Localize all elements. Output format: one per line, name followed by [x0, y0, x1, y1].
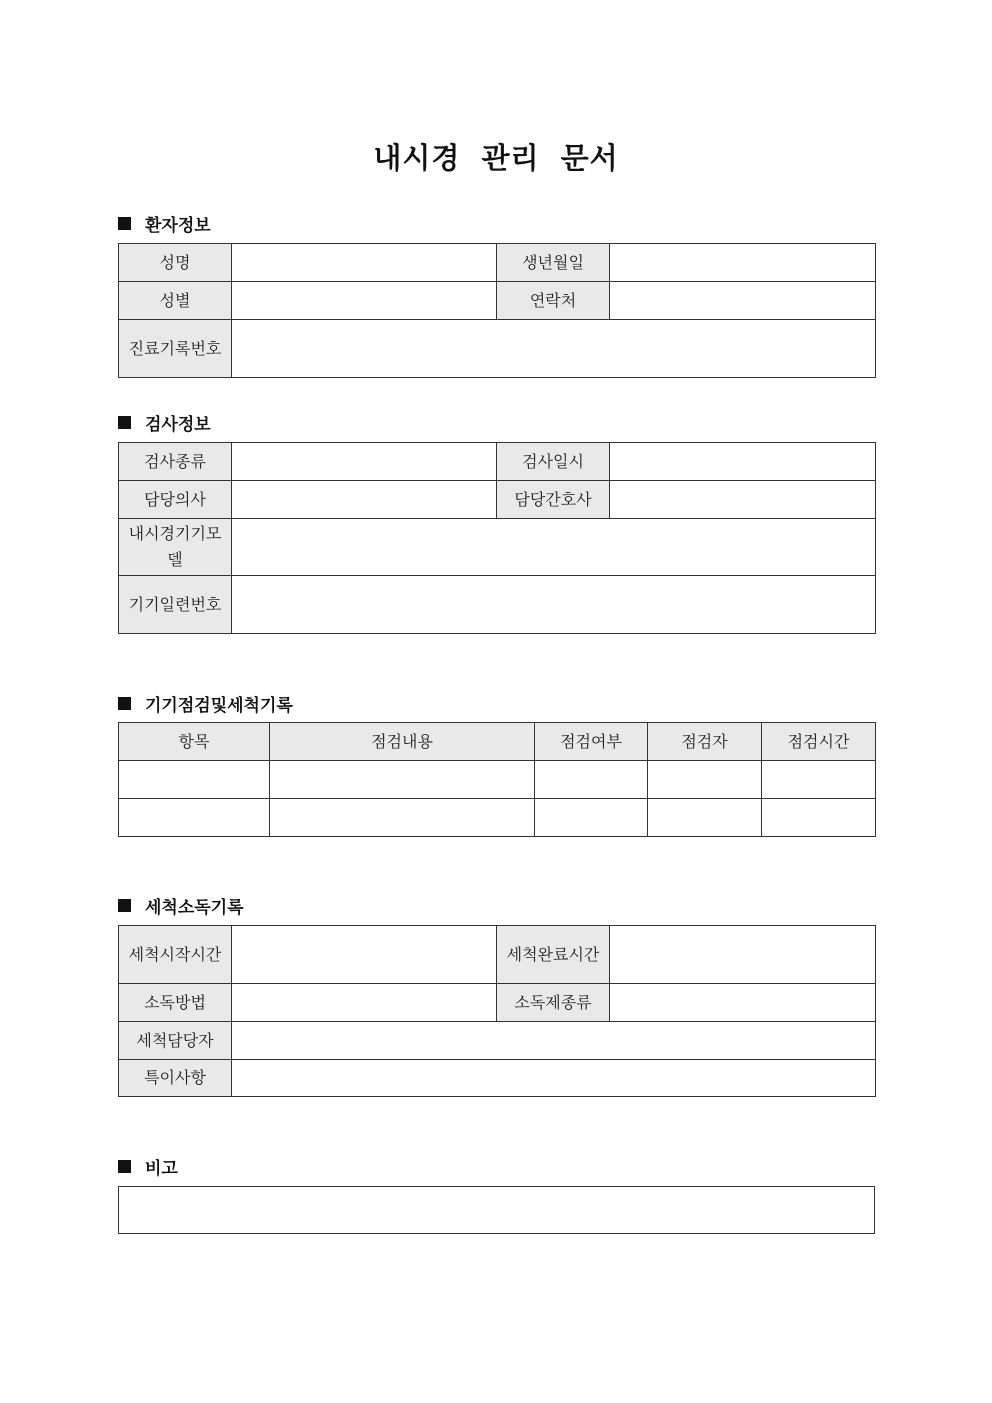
end-time-label: 세척완료시간	[497, 926, 610, 984]
notes-heading-text: 비고	[145, 1158, 178, 1179]
column-header-content: 점검내용	[270, 723, 535, 761]
column-header-checked: 점검여부	[535, 723, 648, 761]
exam-info-table	[118, 442, 876, 634]
agent-field[interactable]	[610, 984, 876, 1022]
cleaning-record-table	[118, 925, 876, 1097]
exam-datetime-label: 검사일시	[497, 443, 610, 481]
start-time-label: 세척시작시간	[119, 926, 232, 984]
exam-info-heading-text: 검사정보	[145, 414, 211, 435]
gender-field[interactable]	[232, 282, 497, 320]
remarks-label: 특이사항	[119, 1060, 232, 1097]
item-cell[interactable]	[119, 799, 270, 837]
exam-info-heading	[118, 411, 211, 433]
checked-cell[interactable]	[535, 761, 648, 799]
doctor-field[interactable]	[232, 481, 497, 519]
inspection-record-heading	[118, 692, 293, 714]
square-bullet-icon	[118, 1160, 131, 1173]
contact-label: 연락처	[497, 282, 610, 320]
inspection-record-heading-text: 기기점검및세척기록	[145, 695, 293, 716]
nurse-field[interactable]	[610, 481, 876, 519]
checked-cell[interactable]	[535, 799, 648, 837]
record-no-field[interactable]	[232, 320, 876, 378]
exam-type-label: 검사종류	[119, 443, 232, 481]
square-bullet-icon	[118, 899, 131, 912]
birthdate-field[interactable]	[610, 244, 876, 282]
time-cell[interactable]	[762, 761, 876, 799]
record-no-label: 진료기록번호	[119, 320, 232, 378]
square-bullet-icon	[118, 416, 131, 429]
square-bullet-icon	[118, 697, 131, 710]
square-bullet-icon	[118, 217, 131, 230]
method-field[interactable]	[232, 984, 497, 1022]
patient-info-heading-text: 환자정보	[145, 215, 211, 236]
contact-field[interactable]	[610, 282, 876, 320]
nurse-label: 담당간호사	[497, 481, 610, 519]
item-cell[interactable]	[119, 761, 270, 799]
column-header-item: 항목	[119, 723, 270, 761]
end-time-field[interactable]	[610, 926, 876, 984]
notes-field[interactable]	[118, 1186, 875, 1234]
column-header-inspector: 점검자	[648, 723, 762, 761]
content-cell[interactable]	[270, 761, 535, 799]
device-model-field[interactable]	[232, 519, 876, 576]
inspection-record-table	[118, 722, 876, 837]
inspector-cell[interactable]	[648, 761, 762, 799]
name-field[interactable]	[232, 244, 497, 282]
start-time-field[interactable]	[232, 926, 497, 984]
birthdate-label: 생년월일	[497, 244, 610, 282]
column-header-time: 점검시간	[762, 723, 876, 761]
table-row	[119, 799, 876, 837]
patient-info-heading	[118, 212, 211, 234]
content-cell[interactable]	[270, 799, 535, 837]
cleaning-record-heading	[118, 894, 244, 916]
gender-label: 성별	[119, 282, 232, 320]
staff-field[interactable]	[232, 1022, 876, 1060]
exam-type-field[interactable]	[232, 443, 497, 481]
staff-label: 세척담당자	[119, 1022, 232, 1060]
time-cell[interactable]	[762, 799, 876, 837]
exam-datetime-field[interactable]	[610, 443, 876, 481]
notes-heading	[118, 1155, 178, 1177]
document-title: 내시경 관리 문서	[373, 141, 619, 175]
doctor-label: 담당의사	[119, 481, 232, 519]
agent-label: 소독제종류	[497, 984, 610, 1022]
patient-info-table	[118, 243, 876, 378]
cleaning-record-heading-text: 세척소독기록	[145, 897, 244, 918]
device-serial-field[interactable]	[232, 576, 876, 634]
device-serial-label: 기기일련번호	[119, 576, 232, 634]
inspector-cell[interactable]	[648, 799, 762, 837]
device-model-label: 내시경기기모델	[119, 519, 232, 576]
table-row	[119, 761, 876, 799]
remarks-field[interactable]	[232, 1060, 876, 1097]
name-label: 성명	[119, 244, 232, 282]
method-label: 소독방법	[119, 984, 232, 1022]
